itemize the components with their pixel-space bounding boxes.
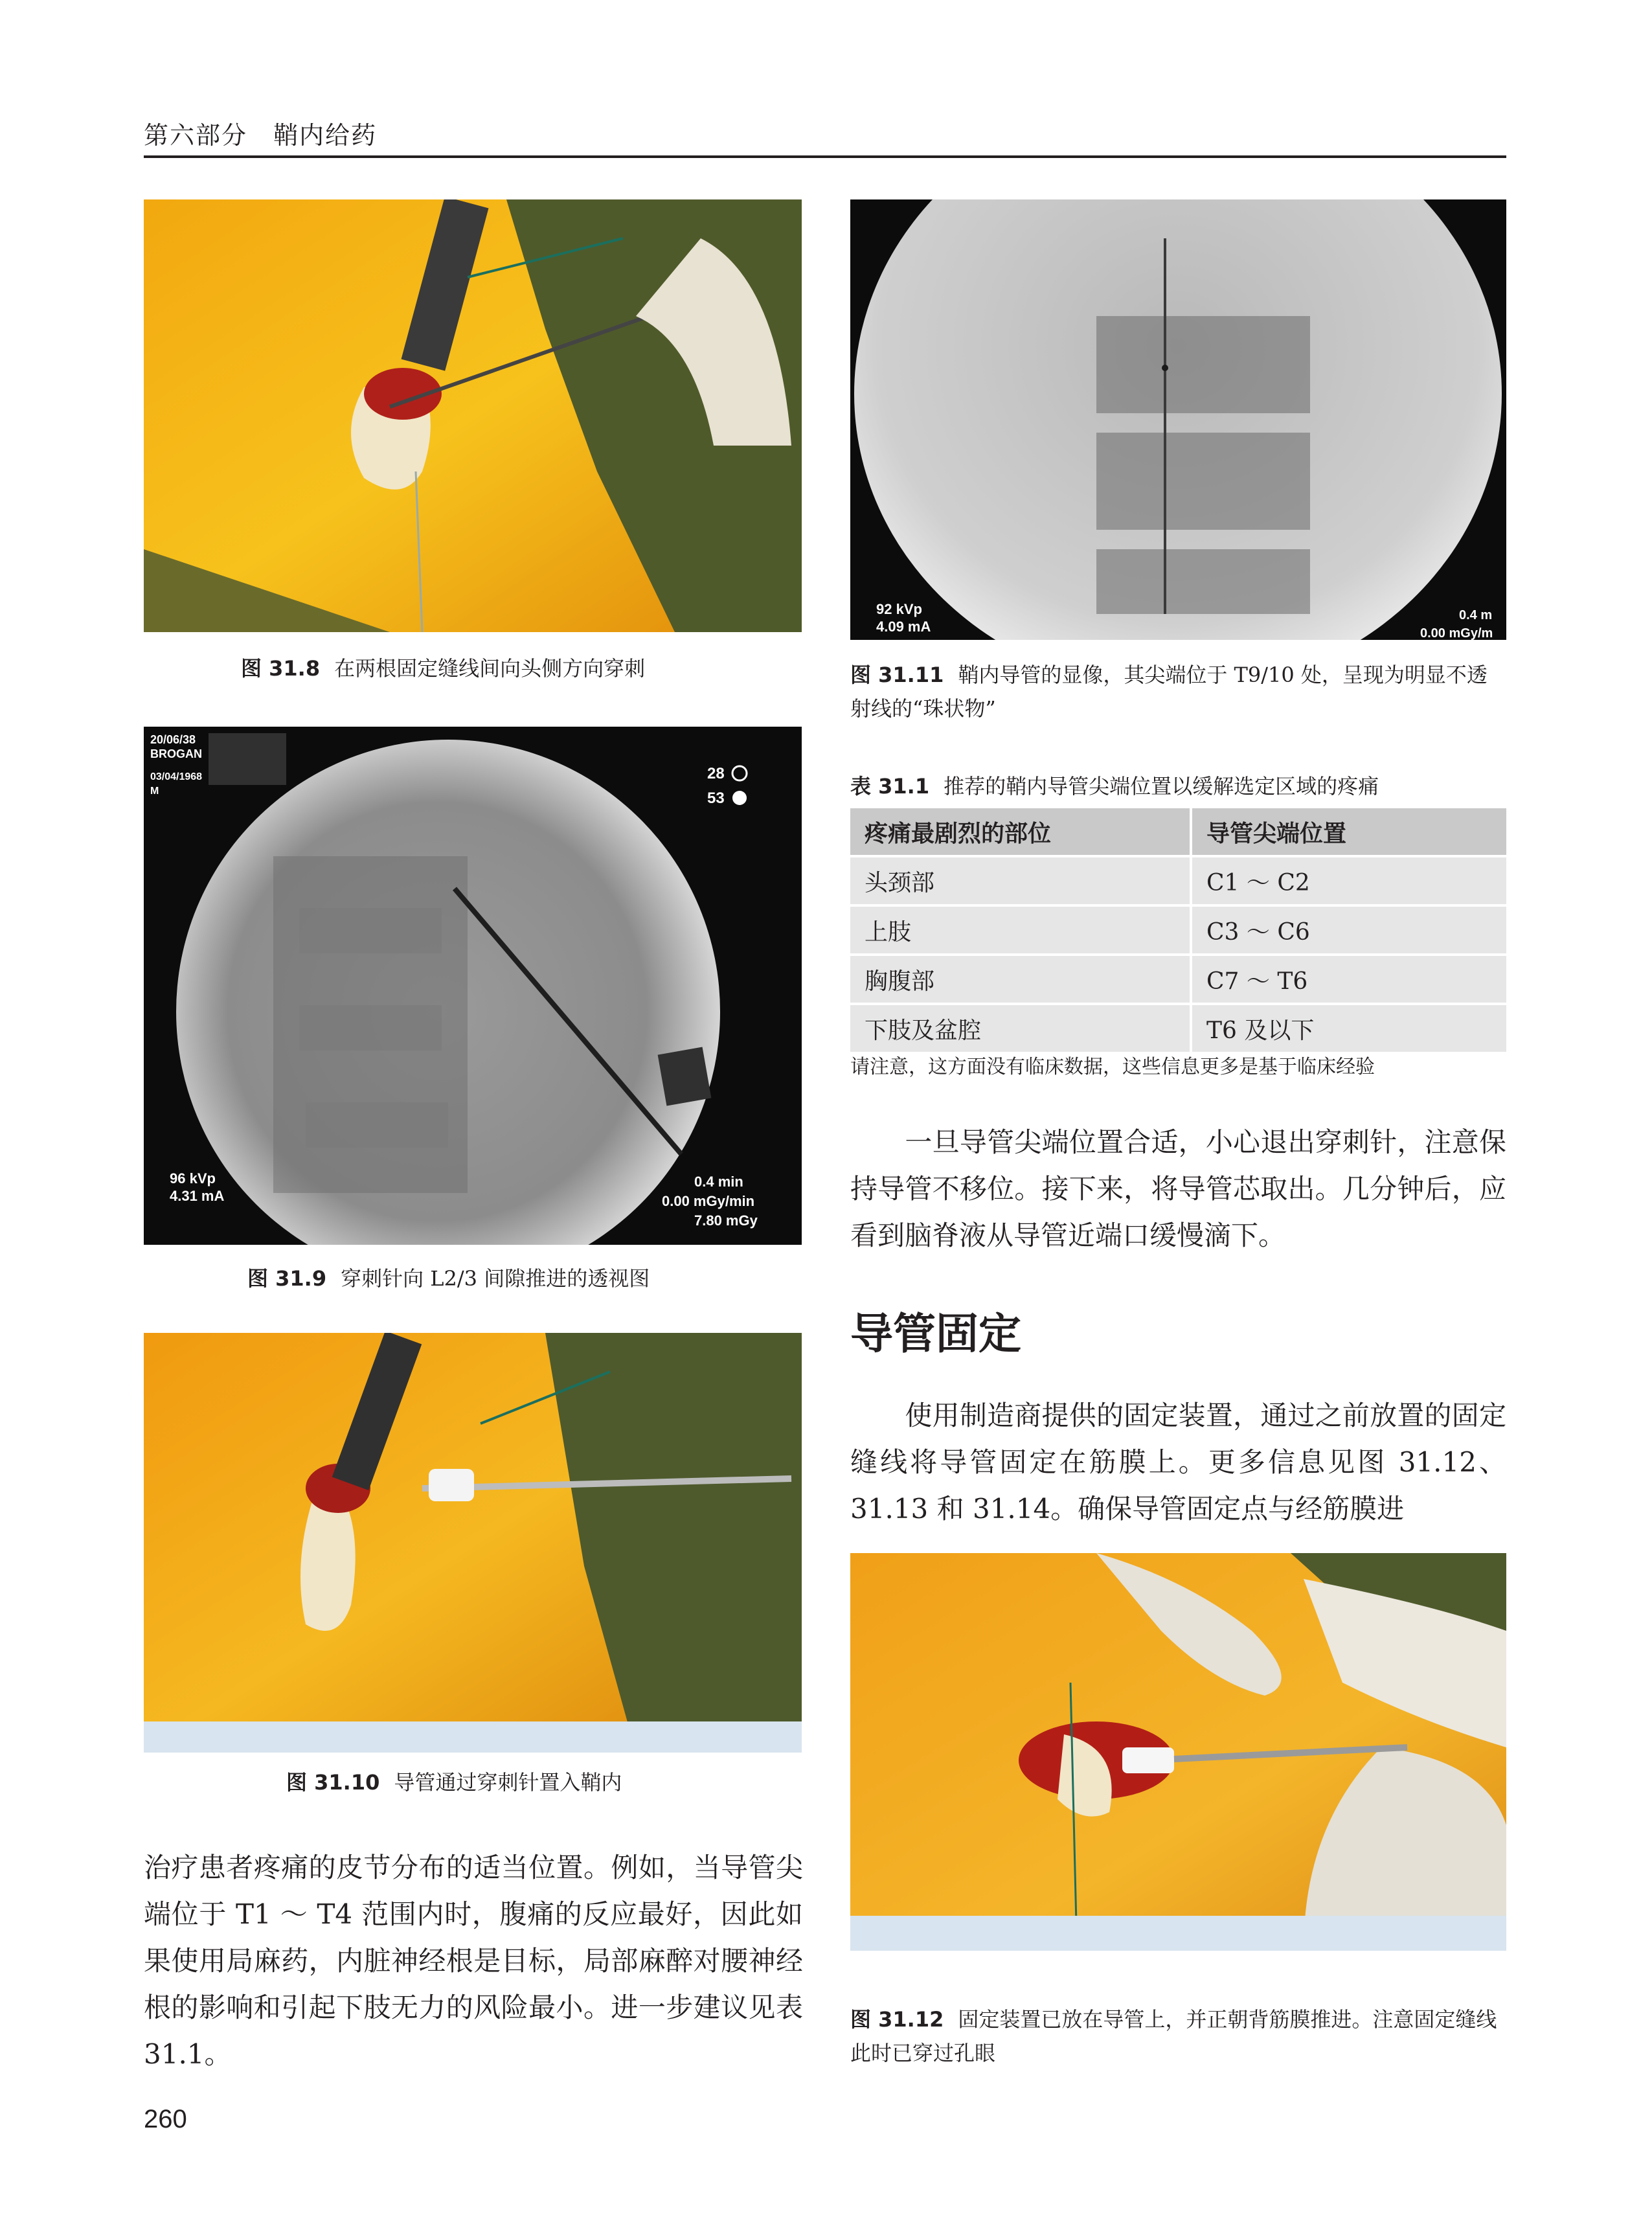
figure-31-10-caption (286, 1766, 869, 1799)
figure-31-9-image (144, 727, 802, 1245)
table-cell: 头颈部 (850, 856, 1191, 905)
fig9-rate: 0.00 mGy/min (662, 1193, 755, 1209)
figure-31-11-image (850, 199, 1506, 640)
figure-31-10-text: 导管通过穿刺针置入鞘内 (394, 1770, 622, 1795)
fig9-dose: 7.80 mGy (694, 1212, 758, 1229)
figure-31-9-caption (247, 1262, 830, 1295)
fig11-rate: 0.00 mGy/m (1420, 626, 1493, 640)
table-cell: 下肢及盆腔 (850, 1004, 1191, 1053)
fig11-time: 0.4 m (1459, 608, 1493, 622)
figure-31-11-caption (850, 658, 1506, 725)
fig9-kvp: 96 kVp (170, 1170, 216, 1187)
figure-31-12-number: 图 31.12 (850, 2007, 944, 2032)
table-header-cell: 疼痛最剧烈的部位 (850, 808, 1191, 856)
figure-31-8-number: 图 31.8 (241, 656, 321, 681)
figure-31-8-caption (241, 652, 824, 685)
table-31-1-number: 表 31.1 (850, 774, 930, 799)
table-row (850, 905, 1506, 955)
page-number: 260 (144, 2105, 187, 2133)
section-title: 导管固定 (850, 1309, 1021, 1359)
right-column-paragraph-2: 使用制造商提供的固定装置，通过之前放置的固定缝线将导管固定在筋膜上。更多信息见图 31.12、31.13 和 31.14。确保导管固定点与经筋膜进 (850, 1400, 1506, 1525)
figure-31-12-text: 固定装置已放在导管上，并正朝背筋膜推进。注意固定缝线此时已穿过孔眼 (850, 2007, 1497, 2065)
table-31-1-title-text: 推荐的鞘内导管尖端位置以缓解选定区域的疼痛 (944, 774, 1379, 799)
table-cell: T6 及以下 (1191, 1004, 1506, 1053)
figure-31-12-caption (850, 2003, 1506, 2070)
table-header-row (850, 808, 1506, 856)
right-column-paragraph-1: 一旦导管尖端位置合适，小心退出穿刺针，注意保持导管不移位。接下来，将导管芯取出。几分钟后，应看到脑脊液从导管近端口缓慢滴下。 (850, 1126, 1506, 1251)
fig11-ma: 4.09 mA (876, 619, 931, 635)
table-row (850, 955, 1506, 1004)
table-row (850, 856, 1506, 905)
header-rule (144, 155, 1506, 158)
figure-31-11-number: 图 31.11 (850, 663, 944, 687)
fig11-kvp: 92 kVp (876, 601, 922, 617)
fig9-date: 20/06/38 (150, 733, 196, 746)
figure-31-9-text: 穿刺针向 L2/3 间隙推进的透视图 (341, 1266, 650, 1291)
fig9-contrast: 53 (707, 789, 725, 807)
fig9-sex: M (150, 786, 159, 797)
fig9-brightness: 28 (707, 765, 725, 782)
figure-31-9-number: 图 31.9 (247, 1266, 327, 1291)
fig9-dob: 03/04/1968 (150, 771, 203, 782)
figure-31-12-image (850, 1553, 1506, 1951)
figure-31-8-text: 在两根固定缝线间向头侧方向穿刺 (334, 656, 646, 681)
contrast-icon (732, 791, 747, 805)
table-31-1 (850, 808, 1506, 1054)
fig9-name: BROGAN (150, 747, 202, 760)
table-cell: C1 ～ C2 (1191, 856, 1506, 905)
table-31-1-note: 请注意，这方面没有临床数据，这些信息更多是基于临床经验 (850, 1056, 1375, 1078)
table-header-cell: 导管尖端位置 (1191, 808, 1506, 856)
figure-31-11-text: 鞘内导管的显像，其尖端位于 T9/10 处，呈现为明显不透射线的“珠状物” (850, 663, 1488, 721)
figure-31-10-image (144, 1333, 802, 1753)
running-header: 第六部分 鞘内给药 (144, 121, 378, 150)
table-31-1-title (850, 769, 1506, 803)
table-cell: C3 ～ C6 (1191, 905, 1506, 955)
figure-31-8-image (144, 199, 802, 632)
table-cell: 上肢 (850, 905, 1191, 955)
table-row (850, 1004, 1506, 1053)
fig9-time: 0.4 min (694, 1174, 743, 1190)
fig9-ma: 4.31 mA (170, 1188, 225, 1204)
table-cell: 胸腹部 (850, 955, 1191, 1004)
table-cell: C7 ～ T6 (1191, 955, 1506, 1004)
left-column-paragraph: 治疗患者疼痛的皮节分布的适当位置。例如，当导管尖端位于 T1 ～ T4 范围内时，腹痛的反应最好，因此如果使用局麻药，内脏神经根是目标，局部麻醉对腰神经根的影响和引起下肢无力的风险最小。进一步建议见表 31.1。 (144, 1852, 803, 2070)
figure-31-10-number: 图 31.10 (286, 1770, 380, 1795)
